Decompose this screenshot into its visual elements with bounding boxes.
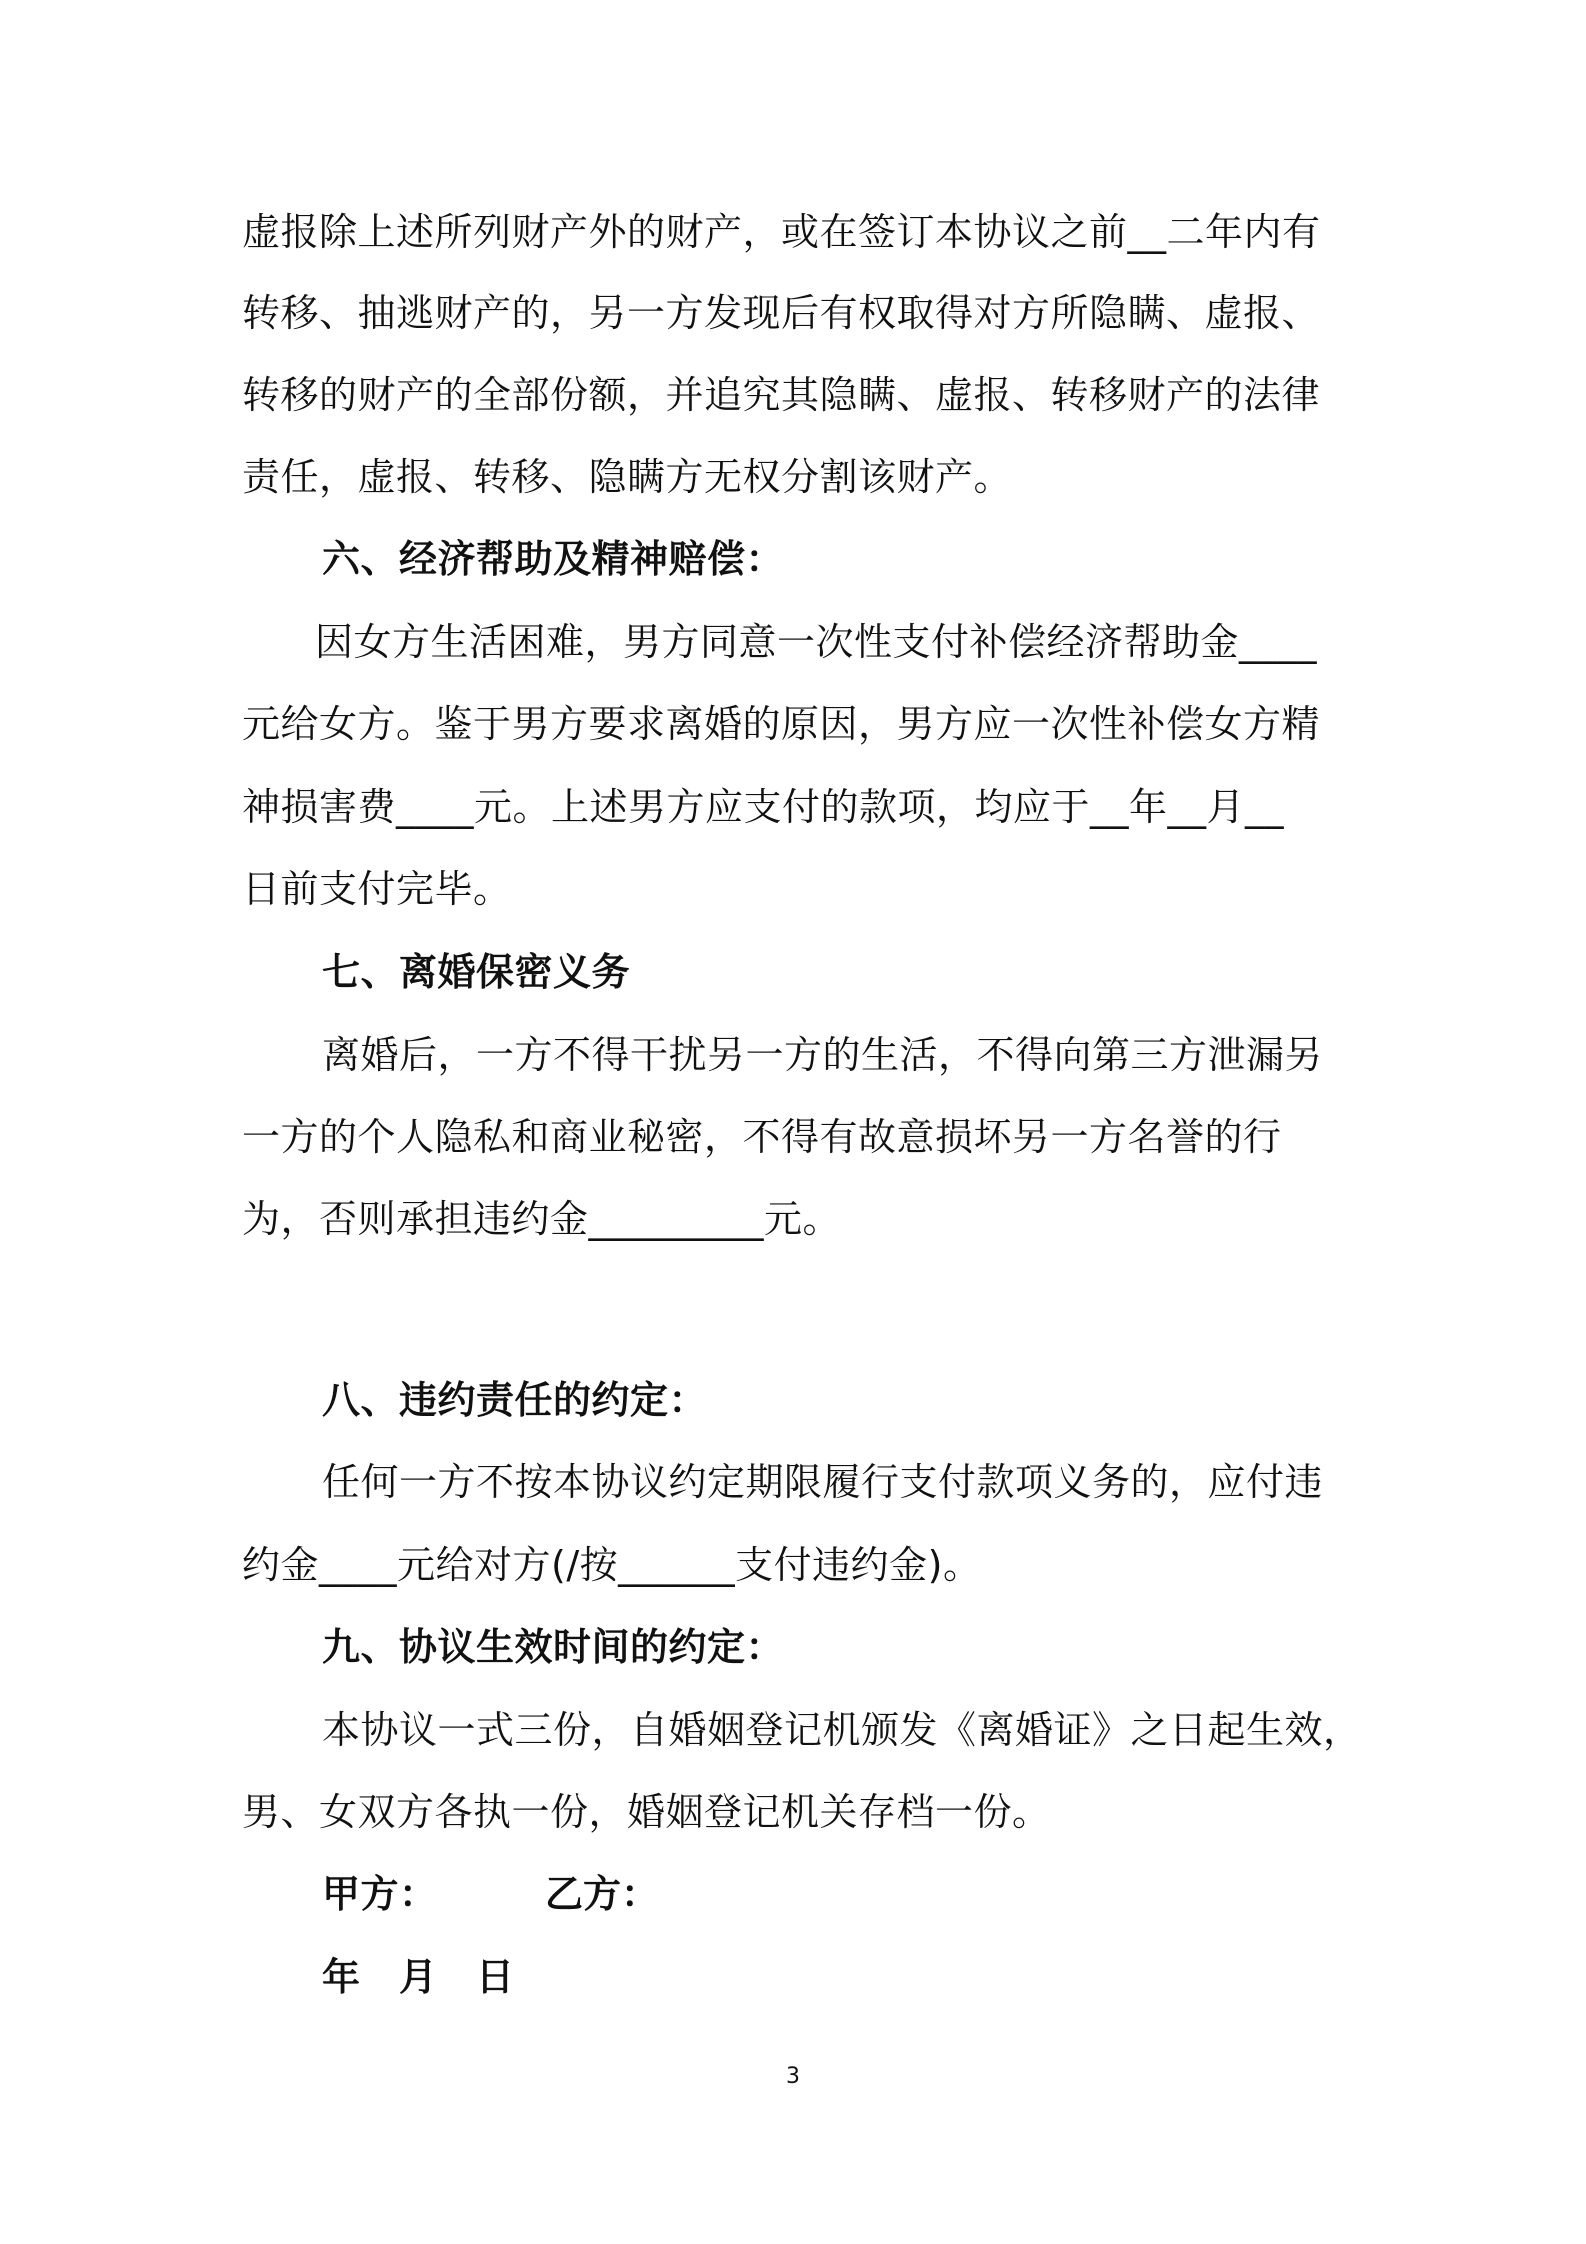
paragraph-line: 本协议一式三份，自婚姻登记机颁发《离婚证》之日起生效， [322,1708,1362,1752]
paragraph-line: 因女方生活困难，男方同意一次性支付补偿经济帮助金____ [315,620,1318,664]
paragraph-line: 转移、抽逃财产的，另一方发现后有权取得对方所隐瞒、虚报、 [242,291,1321,335]
page-number: 3 [786,2064,800,2089]
section-heading-6: 六、经济帮助及精神赔偿： [322,537,785,581]
paragraph-line: 为，否则承担违约金_________元。 [242,1197,842,1241]
paragraph-line: 男、女双方各执一份，婚姻登记机关存档一份。 [242,1790,1051,1834]
paragraph-line: 虚报除上述所列财产外的财产，或在签订本协议之前__二年内有 [242,210,1321,254]
paragraph-line: 约金____元给对方(/按______支付违约金)。 [242,1543,982,1587]
section-heading-8: 八、违约责任的约定： [322,1378,708,1422]
section-heading-9: 九、协议生效时间的约定： [322,1625,785,1669]
paragraph-line: 元给女方。鉴于男方要求离婚的原因，男方应一次性补偿女方精 [242,702,1321,746]
signature-party-b: 乙方： [545,1872,660,1916]
paragraph-line: 任何一方不按本协议约定期限履行支付款项义务的，应付违 [322,1460,1324,1504]
paragraph-line: 一方的个人隐私和商业秘密，不得有故意损坏另一方名誉的行 [242,1115,1282,1159]
paragraph-line: 转移的财产的全部份额，并追究其隐瞒、虚报、转移财产的法律 [242,373,1321,417]
paragraph-line: 日前支付完毕。 [242,867,512,911]
paragraph-line: 神损害费____元。上述男方应支付的款项，均应于__年__月__ [242,785,1285,829]
signature-party-a: 甲方： [322,1872,438,1916]
paragraph-line: 离婚后，一方不得干扰另一方的生活，不得向第三方泄漏另 [322,1033,1324,1077]
section-heading-7: 七、离婚保密义务 [322,950,631,994]
date-line: 年 月 日 [322,1955,515,1999]
paragraph-line: 责任，虚报、转移、隐瞒方无权分割该财产。 [242,455,1013,499]
